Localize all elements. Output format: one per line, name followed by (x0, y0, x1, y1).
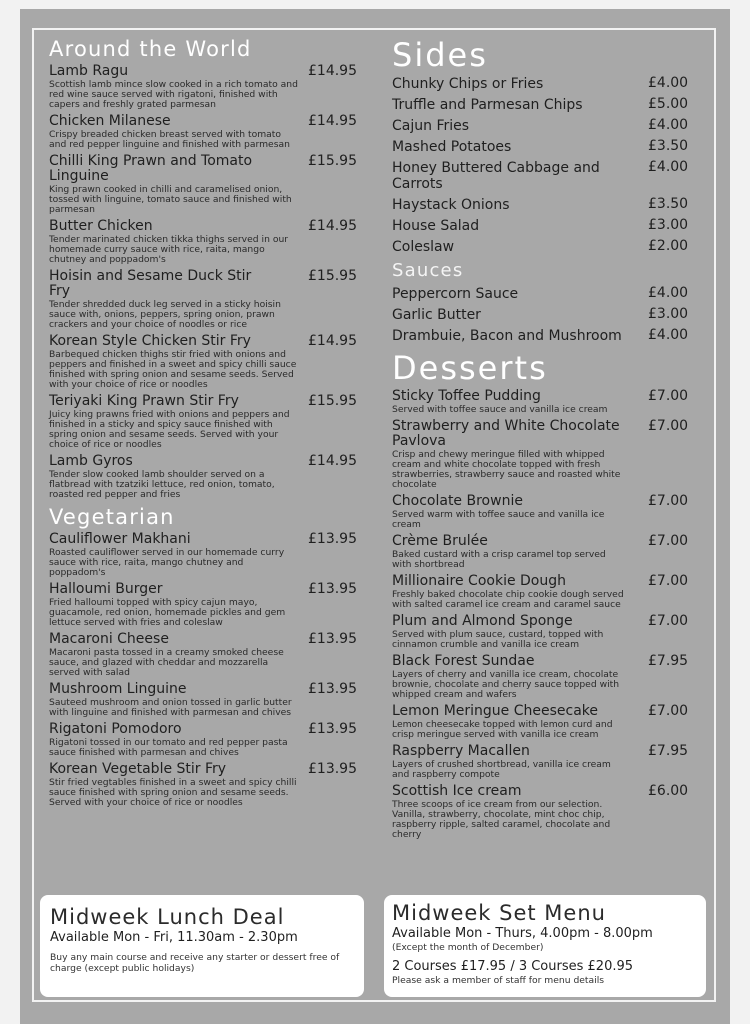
menu-item-description: Served warm with toffee sauce and vanilla ice cream (392, 509, 605, 530)
menu-item-price: £4.00 (648, 117, 689, 133)
menu-item-description: Lemon cheesecake topped with lemon curd and crisp meringue served with vanilla ice cream (392, 719, 613, 740)
menu-item-row (392, 704, 692, 719)
menu-item (392, 160, 692, 192)
menu-item-name: Sticky Toffee Pudding (392, 388, 541, 404)
menu-item (392, 307, 692, 323)
menu-item-description: Juicy king prawns fried with onions and peppers and finished in a sticky and spicy sauce finished with spring onion and sesame seeds. Served with your choice of rice or noodles (49, 409, 290, 450)
menu-item (49, 632, 358, 678)
menu-item-name: House Salad (392, 218, 480, 234)
menu-item-price: £7.00 (648, 703, 689, 719)
menu-item (49, 454, 358, 500)
menu-item-name: Raspberry Macallen (392, 743, 530, 759)
menu-item-name: Lamb Ragu (49, 63, 129, 79)
menu-item-row (392, 654, 692, 669)
set-menu-availability: Available Mon - Thurs, 4.00pm - 8.00pm (392, 926, 653, 941)
menu-item (392, 419, 692, 490)
menu-item (49, 334, 358, 390)
lunch-deal-availability: Available Mon - Fri, 11.30am - 2.30pm (50, 930, 298, 945)
menu-item-description: Scottish lamb mince slow cooked in a rich tomato and red wine sauce served with rigatoni, finished with capers and freshly grated parmesan (49, 79, 298, 110)
lunch-deal-box (40, 895, 364, 997)
menu-item-row (392, 389, 692, 404)
menu-item-description: King prawn cooked in chilli and caramelised onion, tossed with linguine, tomato sauce and finished with parmesan (49, 184, 292, 215)
sides-list (392, 76, 692, 255)
menu-item-price: £14.95 (308, 63, 357, 79)
menu-item (49, 154, 358, 215)
menu-item-name: Coleslaw (392, 239, 455, 255)
menu-item-price: £4.00 (648, 159, 689, 175)
menu-item-name: Korean Vegetable Stir Fry (49, 761, 227, 777)
menu-item-price: £14.95 (308, 218, 357, 234)
menu-item (392, 574, 692, 610)
menu-item-price: £3.00 (648, 306, 689, 322)
menu-item (392, 704, 692, 740)
menu-item (392, 494, 692, 530)
menu-item-name: Lemon Meringue Cheesecake (392, 703, 599, 719)
menu-item-name: Plum and Almond Sponge (392, 613, 573, 629)
menu-item-description: Stir fried vegtables finished in a sweet and spicy chilli sauce finished with spring onion and sesame seeds. Served with your choice of rice or noodles (49, 777, 297, 808)
set-menu-title: Midweek Set Menu (392, 901, 606, 925)
menu-item-price: £14.95 (308, 113, 357, 129)
menu-item-price: £13.95 (308, 581, 357, 597)
menu-item-name: Peppercorn Sauce (392, 286, 519, 302)
menu-item (392, 239, 692, 255)
menu-item-row (49, 682, 358, 697)
menu-item-name: Crème Brulée (392, 533, 488, 549)
menu-item-name: Teriyaki King Prawn Stir Fry (49, 393, 239, 409)
menu-item-row (392, 534, 692, 549)
menu-item (392, 614, 692, 650)
menu-item-name: Macaroni Cheese (49, 631, 169, 647)
menu-item-name: Black Forest Sundae (392, 653, 535, 669)
vegetarian-title: Vegetarian (49, 505, 175, 529)
menu-item-description: Crispy breaded chicken breast served with tomato and red pepper linguine and finished with parmesan (49, 129, 290, 150)
menu-item-description: Roasted cauliflower served in our homemade curry sauce with rice, raita, mango chutney and poppadom's (49, 547, 285, 578)
menu-item-row (392, 614, 692, 629)
menu-item-price: £13.95 (308, 761, 357, 777)
menu-item-name: Korean Style Chicken Stir Fry (49, 333, 251, 349)
menu-item (392, 76, 692, 92)
menu-item-price: £6.00 (648, 783, 689, 799)
menu-item-price: £7.00 (648, 388, 689, 404)
menu-item-name: Chicken Milanese (49, 113, 171, 129)
menu-item-row (49, 582, 358, 597)
menu-item-row (49, 334, 358, 349)
menu-item-name: Butter Chicken (49, 218, 153, 234)
menu-item-row (49, 762, 358, 777)
around-the-world-list (49, 64, 358, 500)
menu-item-row (49, 154, 358, 184)
menu-item-price: £14.95 (308, 453, 357, 469)
menu-item-name: Mushroom Linguine (49, 681, 187, 697)
menu-item-name: Mashed Potatoes (392, 139, 512, 155)
menu-item-price: £15.95 (308, 393, 357, 409)
menu-item-row (49, 114, 358, 129)
menu-item-price: £14.95 (308, 333, 357, 349)
menu-item (392, 784, 692, 840)
menu-item-row (392, 419, 692, 449)
menu-item-description: Freshly baked chocolate chip cookie dough served with salted caramel ice cream and caramel sauce (392, 589, 624, 610)
menu-item-price: £4.00 (648, 327, 689, 343)
menu-item-description: Crisp and chewy meringue filled with whipped cream and white chocolate topped with fresh strawberries, strawberry sauce and roasted white chocolate (392, 449, 621, 490)
menu-item-name: Honey Buttered Cabbage and Carrots (392, 160, 600, 192)
menu-item-description: Layers of cherry and vanilla ice cream, chocolate brownie, chocolate and cherry sauce topped with whipped cream and wafers (392, 669, 620, 700)
menu-item-price: £7.00 (648, 493, 689, 509)
desserts-list (392, 389, 692, 840)
sauces-title: Sauces (392, 260, 464, 281)
menu-item (49, 532, 358, 578)
menu-item-row (392, 744, 692, 759)
menu-item-description: Layers of crushed shortbread, vanilla ice cream and raspberry compote (392, 759, 611, 780)
menu-item-row (49, 64, 358, 79)
menu-item-description: Rigatoni tossed in our tomato and red pepper pasta sauce finished with parmesan and chives (49, 737, 288, 758)
menu-item-price: £7.95 (648, 743, 689, 759)
around-the-world-title: Around the World (49, 37, 252, 61)
menu-item-price: £7.00 (648, 418, 689, 434)
sides-title: Sides (392, 36, 488, 74)
menu-item (49, 64, 358, 110)
set-menu-box (384, 895, 706, 997)
menu-item-price: £2.00 (648, 238, 689, 254)
lunch-deal-title: Midweek Lunch Deal (50, 905, 285, 929)
set-menu-exception: (Except the month of December) (392, 942, 544, 953)
menu-item-row (49, 394, 358, 409)
menu-item (392, 389, 692, 415)
menu-item (392, 197, 692, 213)
set-menu-courses: 2 Courses £17.95 / 3 Courses £20.95 (392, 959, 634, 974)
menu-item-price: £7.00 (648, 613, 689, 629)
menu-item (49, 114, 358, 150)
menu-item-price: £3.00 (648, 217, 689, 233)
right-column (392, 36, 692, 844)
menu-item-row (49, 532, 358, 547)
menu-item-price: £3.50 (648, 138, 689, 154)
menu-item-name: Halloumi Burger (49, 581, 163, 597)
menu-item (392, 654, 692, 700)
left-column (49, 36, 358, 812)
menu-item-description: Sauteed mushroom and onion tossed in garlic butter with linguine and finished with parmesan and chives (49, 697, 292, 718)
menu-item (392, 534, 692, 570)
menu-item-price: £4.00 (648, 75, 689, 91)
menu-item-description: Baked custard with a crisp caramel top served with shortbread (392, 549, 606, 570)
menu-item-description: Served with plum sauce, custard, topped with cinnamon crumble and vanilla ice cream (392, 629, 604, 650)
desserts-title: Desserts (392, 349, 548, 387)
menu-item-name: Millionaire Cookie Dough (392, 573, 567, 589)
menu-item-name: Chocolate Brownie (392, 493, 523, 509)
set-menu-note: Please ask a member of staff for menu details (392, 975, 605, 986)
menu-item-name: Rigatoni Pomodoro (49, 721, 182, 737)
lunch-deal-note: Buy any main course and receive any starter or dessert free of charge (except public holidays) (50, 952, 340, 974)
menu-item (49, 219, 358, 265)
menu-item (392, 286, 692, 302)
menu-item-name: Chunky Chips or Fries (392, 76, 544, 92)
menu-item-description: Macaroni pasta tossed in a creamy smoked cheese sauce, and glazed with cheddar and mozzarella served with salad (49, 647, 284, 678)
menu-item-name: Truffle and Parmesan Chips (392, 97, 583, 113)
menu-item-name: Strawberry and White Chocolate Pavlova (392, 418, 620, 449)
menu-item (49, 394, 358, 450)
menu-item-name: Lamb Gyros (49, 453, 133, 469)
menu-item-price: £7.00 (648, 533, 689, 549)
menu-item-price: £15.95 (308, 268, 357, 284)
menu-item-price: £4.00 (648, 285, 689, 301)
menu-item-name: Scottish Ice cream (392, 783, 522, 799)
menu-item-price: £13.95 (308, 531, 357, 547)
menu-item-price: £13.95 (308, 631, 357, 647)
menu-item-description: Barbequed chicken thighs stir fried with onions and peppers and finished in a sweet and spicy chilli sauce finished with spring onion and sesame seeds. Served with your choice of rice or noodles (49, 349, 297, 390)
vegetarian-list (49, 532, 358, 808)
sauces-list (392, 286, 692, 344)
menu-item-name: Chilli King Prawn and Tomato Linguine (49, 153, 253, 184)
menu-item-price: £7.95 (648, 653, 689, 669)
menu-item-row (49, 632, 358, 647)
menu-item-row (49, 454, 358, 469)
menu-item-price: £3.50 (648, 196, 689, 212)
menu-item-name: Cajun Fries (392, 118, 470, 134)
menu-item-description: Served with toffee sauce and vanilla ice cream (392, 404, 608, 415)
menu-item-description: Three scoops of ice cream from our selection. Vanilla, strawberry, chocolate, mint choc chip, raspberry ripple, salted caramel, chocolate and cherry (392, 799, 611, 840)
menu-item (49, 269, 358, 330)
menu-item-name: Garlic Butter (392, 307, 481, 323)
menu-item (392, 328, 692, 344)
menu-item-price: £15.95 (308, 153, 357, 169)
menu-item-description: Fried halloumi topped with spicy cajun mayo, guacamole, red onion, homemade pickles and gem lettuce served with fries and coleslaw (49, 597, 286, 628)
menu-item (392, 218, 692, 234)
menu-item (49, 582, 358, 628)
menu-item-price: £13.95 (308, 721, 357, 737)
menu-item (392, 139, 692, 155)
menu-item-name: Hoisin and Sesame Duck Stir Fry (49, 268, 252, 299)
menu-item (49, 722, 358, 758)
menu-item-row (392, 574, 692, 589)
menu-item-row (392, 494, 692, 509)
menu-item-row (392, 784, 692, 799)
menu-item (392, 744, 692, 780)
menu-item-name: Cauliflower Makhani (49, 531, 191, 547)
menu-item-description: Tender slow cooked lamb shoulder served on a flatbread with tzatziki lettuce, red onion, tomato, roasted red pepper and fries (49, 469, 275, 500)
menu-item (392, 97, 692, 113)
menu-item (49, 762, 358, 808)
menu-item-description: Tender marinated chicken tikka thighs served in our homemade curry sauce with rice, raita, mango chutney and poppadom's (49, 234, 289, 265)
menu-item-price: £5.00 (648, 96, 689, 112)
menu-item (392, 118, 692, 134)
menu-item-row (49, 722, 358, 737)
menu-item-name: Haystack Onions (392, 197, 510, 213)
menu-item (49, 682, 358, 718)
menu-item-description: Tender shredded duck leg served in a sticky hoisin sauce with, onions, peppers, spring onion, prawn crackers and your choice of noodles or rice (49, 299, 281, 330)
menu-item-name: Drambuie, Bacon and Mushroom (392, 328, 622, 344)
menu-item-row (49, 269, 358, 299)
menu-item-price: £7.00 (648, 573, 689, 589)
menu-item-price: £13.95 (308, 681, 357, 697)
menu-item-row (49, 219, 358, 234)
